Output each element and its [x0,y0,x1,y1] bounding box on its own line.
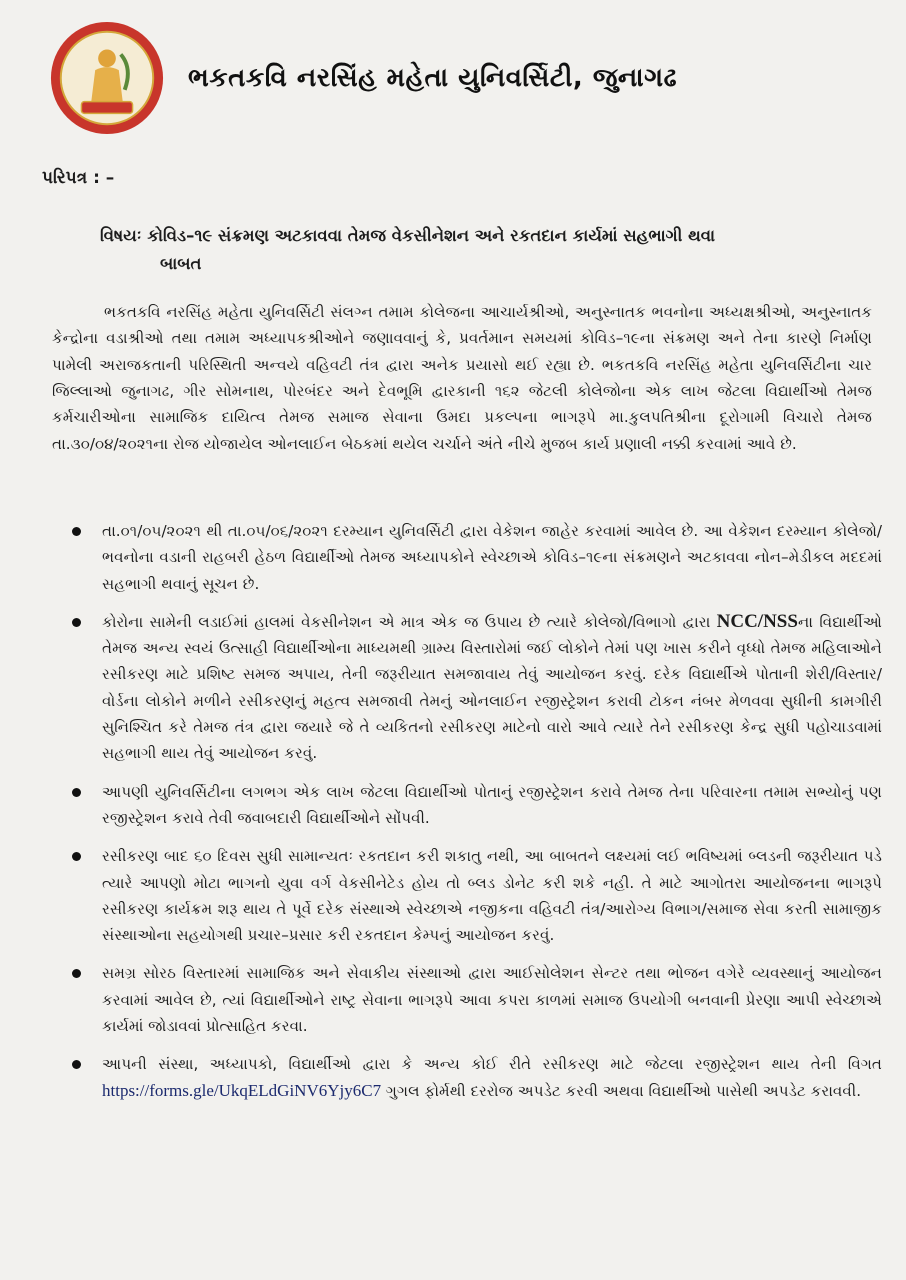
google-form-link[interactable]: https://forms.gle/UkqELdGiNV6Yjy6C7 [102,1080,382,1100]
list-item [52,779,882,832]
bullet-text-5: સમગ્ર સોરઠ વિસ્તારમાં સામાજિક અને સેવાકીય સંસ્થાઓ દ્વારા આઈસોલેશન સેન્ટર તથા ભોજન વગેરે વ્યવસ્થાનું આયોજન કરવામાં આવેલ છે, ત્યાં વિદ્યાર્થીઓને રાષ્ટ્ર સેવાના ભાગરૂપે આવા કપરા કાળમાં સમાજ ઉપયોગી બનવાની પ્રેરણા આપી સ્વેચ્છાએ કાર્યમાં જોડાવવાં પ્રોત્સાહિત કરવા. [102,964,882,1036]
list-item [52,960,882,1039]
intro-paragraph: ભકતકવિ નરસિંહ મહેતા યુનિવર્સિટી સંલગ્ન તમામ કોલેજના આચાર્યશ્રીઓ, અનુસ્નાતક ભવનોના અધ્યક્ષશ્રીઓ, અનુસ્નાતક કેન્દ્રોના વડાશ્રીઓ તથા તમામ અધ્યાપકશ્રીઓને જણાવવાનું કે, પ્રવર્તમાન સમયમાં કોવિડ–૧૯ના સંક્રમણ અને તેના કારણે નિર્માણ પામેલી અરાજકતાની પરિસ્થિતી અન્વયે વહિવટી તંત્ર દ્વારા અનેક પ્રયાસો થઈ રહ્યા છે. ભકતકવિ નરસિંહ મહેતા યુનિવર્સિટીના ચાર જિલ્લાઓ જુનાગઢ, ગીર સોમનાથ, પોરબંદર અને દેવભૂમિ દ્વારકાની ૧૬૨ જેટલી કોલેજોના એક લાખ જેટલા વિદ્યાર્થીઓ તેમજ કર્મચારીઓના સામાજિક દાયિત્વ તેમજ સમાજ સેવાના ઉમદા પ્રકલ્પના ભાગરૂપે મા.કુલપતિશ્રીના દૂરોગામી વિચારો તેમજ તા.૩૦/૦૪/૨૦૨૧ના રોજ યોજાયેલ ઓનલાઈન બેઠકમાં થયેલ ચર્ચાને અંતે નીચે મુજબ કાર્ય પ્રણાલી નક્કી કરવામાં આવે છે. [52,303,872,453]
bullet-text-2a: કોરોના સામેની લડાઈમાં હાલમાં વેકસીનેશન એ માત્ર એક જ ઉપાય છે ત્યારે કોલેજો/વિભાગો દ્વારા [102,612,711,631]
list-item [52,843,882,948]
circular-label: પરિપત્ર : – [42,168,115,188]
bullet-text-3: આપણી યુનિવર્સિટીના લગભગ એક લાખ જેટલા વિદ્યાર્થીઓ પોતાનું રજીસ્ટ્રેશન કરાવે તેમજ તેના પરિવારના તમામ સભ્યોનું પણ રજીસ્ટ્રેશન કરાવે તેવી જવાબદારી વિદ્યાર્થીઓને સોંપવી. [102,782,882,827]
university-logo-icon [48,19,166,137]
university-title: ભકતકવિ નરસિંહ મહેતા યુનિવર્સિટી, જુનાગઢ [188,62,678,93]
subject-heading [100,222,850,278]
bullet-text-1: તા.૦૧/૦૫/૨૦૨૧ થી તા.૦૫/૦૬/૨૦૨૧ દરમ્યાન યુનિવર્સિટી દ્વારા વેકેશન જાહેર કરવામાં આવેલ છે. આ વેકેશન દરમ્યાન કોલેજો/ભવનોના વડાની રાહબરી હેઠળ વિદ્યાર્થીઓ તેમજ અધ્યાપકોને સ્વેચ્છાએ કોવિડ–૧૯ના સંક્રમણને અટકાવવા નોન–મેડીકલ મદદમાં સહભાગી થવાનું સૂચન છે. [102,522,882,593]
bullet-icon [72,852,81,861]
bullet-text-6a: આપની સંસ્થા, અધ્યાપકો, વિદ્યાર્થીઓ દ્વારા કે અન્ય કોઈ રીતે રસીકરણ માટે જેટલા રજીસ્ટ્રેશન થાય તેની વિગત [102,1055,882,1074]
list-item [52,518,882,597]
bullet-icon [72,618,81,627]
list-item [52,609,882,767]
bullet-icon [72,1060,81,1069]
subject-line-1: વિષયઃ કોવિડ–૧૯ સંક્રમણ અટકાવવા તેમજ વેકસીનેશન અને રકતદાન કાર્યમાં સહભાગી થવા [100,226,716,245]
bullet-text-4: રસીકરણ બાદ ૬૦ દિવસ સુધી સામાન્યતઃ રકતદાન કરી શકાતુ નથી, આ બાબતને લક્ષ્યમાં લઈ ભવિષ્યમાં બ્લડની જરૂરીયાત પડે ત્યારે આપણો મોટા ભાગનો યુવા વર્ગ વેકસીનેટેડ હોય તો બ્લડ ડોનેટ કરી શકે નહી. તે માટે આગોતરા આયોજનના ભાગરૂપે રસીકરણ કાર્યક્રમ શરૂ થાય તે પૂર્વે દરેક સંસ્થાએ સ્વેચ્છાએ નજીકના વહિવટી તંત્ર/આરોગ્ય વિભાગ/સમાજ સેવા કરતી સામાજીક સંસ્થાઓના સહયોગથી પ્રચાર–પ્રસાર કરી રકતદાન કેમ્પનું આયોજન કરવું. [102,847,882,945]
subject-line-2: બાબત [160,254,202,273]
bullet-icon [72,969,81,978]
ncc-nss-label: NCC/NSS [716,610,798,632]
bullet-text-2b: ના વિદ્યાર્થીઓ તેમજ અન્ય સ્વયં ઉત્સાહી વિદ્યાર્થીઓના માધ્યમથી ગ્રામ્ય વિસ્તારોમાં જઈ લોકોને તેમાં પણ ખાસ કરીને વૃધ્ધો તેમજ મહિલાઓને રસીકરણ માટે પ્રશિષ્ટ સમજ અપાય, તેની જરૂરીયાત સમજાવાય તેવું આયોજન કરવું. દરેક વિદ્યાર્થીએ પોતાની શેરી/વિસ્તાર/વોર્ડના લોકોને મળીને રસીકરણનું મહત્વ સમજાવી તેમનું ઓનલાઈન રજીસ્ટ્રેશન કરાવી ટોકન નંબર મેળવવા સુધીની કામગીરી સુનિશ્ચિત કરે તેમજ તંત્ર દ્વારા જયારે જે તે વ્યકિતનો રસીકરણ માટેનો વારો આવે ત્યારે તેને રસીકરણ કેન્દ્ર સુધી પહોચાડવામાં સહભાગી થાય તેવું આયોજન કરવું. [102,612,883,763]
letterhead [48,16,868,140]
list-item [52,1051,882,1104]
bullet-icon [72,788,81,797]
directive-list [52,518,882,1116]
bullet-text-6b: ગુગલ ફોર્મથી દરરોજ અપડેટ કરવી અથવા વિદ્યાર્થીઓ પાસેથી અપડેટ કરાવવી. [385,1081,862,1100]
bullet-icon [72,527,81,536]
